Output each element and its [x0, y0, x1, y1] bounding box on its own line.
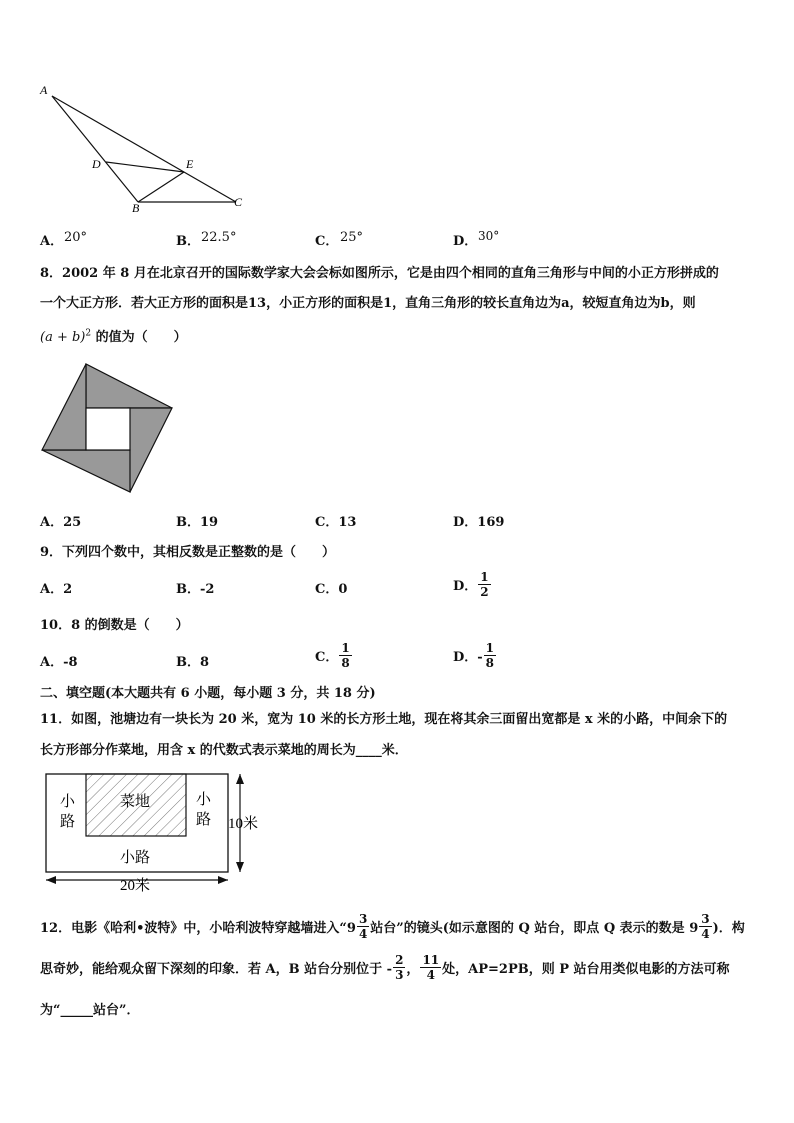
- q8-option-b: B．19: [176, 515, 219, 530]
- q8-expression: (a + b): [40, 330, 86, 345]
- garden-path-figure: [40, 770, 280, 892]
- q12-fraction-3-4-a: $\frac{3}{4}$: [358, 912, 368, 941]
- q7-option-b-label: B．: [176, 234, 200, 249]
- q10-option-d: D．- $\frac{1}{8}$: [453, 641, 495, 670]
- q8-option-d: D．169: [453, 515, 505, 530]
- q9-option-a: A．2: [40, 582, 73, 597]
- q11-line-1: 11．如图，池塘边有一块长为 20 米，宽为 10 米的长方形土地，现在将其余三面留出宽都是 x 米的小路，中间余下的: [40, 712, 728, 727]
- q9-option-c: C．0: [315, 582, 348, 597]
- section-heading: 二、填空题(本大题共有 6 小题，每小题 3 分，共 18 分): [40, 686, 376, 701]
- fig-path-right-1: 小: [196, 792, 212, 808]
- q11-line-2: 长方形部分作菜地，用含 x 的代数式表示菜地的周长为____米．: [40, 743, 408, 758]
- fig-veg-label: 菜地: [120, 794, 151, 810]
- q9-stem: 9．下列四个数中，其相反数是正整数的是（ ）: [40, 545, 336, 560]
- q12-line-1: 12．电影《哈利•波特》中，小哈利波特穿越墙进入“9 $\frac{3}{4}$ 站台”的镜头(如示意图的 Q 站台，即点 Q 表示的数是 9 $\frac{3}{4}$ )．构: [40, 912, 745, 941]
- q8-option-c: C．13: [315, 515, 357, 530]
- fig-path-right-2: 路: [196, 812, 212, 828]
- q12-line-3: 为“_____站台”．: [40, 1003, 140, 1018]
- q12-fraction-3-4-b: $\frac{3}{4}$: [701, 912, 710, 941]
- q10-option-d-fraction: $\frac{1}{8}$: [485, 641, 495, 670]
- q8-exponent: 2: [85, 328, 92, 339]
- q10-option-a: A．-8: [40, 655, 78, 670]
- q7-option-a-value: 20°: [64, 230, 88, 245]
- pinwheel-square-figure: [40, 362, 176, 496]
- q8-option-a: A．25: [40, 515, 82, 530]
- fig-width-label: 20米: [120, 878, 151, 892]
- q10-option-c-fraction: $\frac{1}{8}$: [341, 641, 350, 670]
- q7-option-b-value: 22.5°: [201, 230, 237, 245]
- fig-path-left-2: 路: [60, 814, 76, 830]
- q8-line-3: [40, 326, 187, 345]
- fig-height-label: 10米: [228, 816, 259, 832]
- q7-option-d-label: D．: [453, 234, 478, 249]
- q8-tail: 的值为（ ）: [95, 330, 187, 345]
- label-D: D: [92, 157, 101, 171]
- q12-fraction-11-4: $\frac{11}{4}$: [422, 953, 440, 982]
- q10-option-c: C． $\frac{1}{8}$: [315, 641, 350, 670]
- q9-option-d: D． $\frac{1}{2}$: [453, 570, 489, 599]
- fig-path-bottom: 小路: [120, 850, 151, 866]
- q9-option-d-fraction: $\frac{1}{2}$: [480, 570, 489, 599]
- q12-fraction-2-3: $\frac{2}{3}$: [395, 953, 404, 982]
- q9-option-b: B．-2: [176, 582, 215, 597]
- q8-line-1: 8．2002 年 8 月在北京召开的国际数学家大会会标如图所示，它是由四个相同的直角三角形与中间的小正方形拼成的: [40, 266, 719, 281]
- q7-option-a-label: A．: [40, 234, 64, 249]
- label-C: C: [234, 195, 243, 209]
- q10-stem: 10．8 的倒数是（ ）: [40, 618, 189, 633]
- q7-option-d-value: 30°: [478, 229, 500, 243]
- fig-path-left-1: 小: [60, 794, 76, 810]
- label-E: E: [186, 157, 194, 171]
- q7-option-c-label: C．: [315, 234, 339, 249]
- label-B: B: [132, 201, 140, 215]
- q8-line-2: 一个大正方形．若大正方形的面积是13，小正方形的面积是1，直角三角形的较长直角边为a，较短直角边为b，则: [40, 296, 696, 311]
- q7-option-c-value: 25°: [340, 230, 364, 245]
- q12-line-2: 思奇妙，能给观众留下深刻的印象．若 A，B 站台分别位于 - $\frac{2}{3}$ ， $\frac{11}{4}$ 处，AP=2PB，则 P 站台用类似电影的方法可称: [40, 953, 730, 982]
- triangle-figure: [36, 80, 256, 220]
- label-A: A: [40, 83, 48, 97]
- q10-option-b: B．8: [176, 655, 210, 670]
